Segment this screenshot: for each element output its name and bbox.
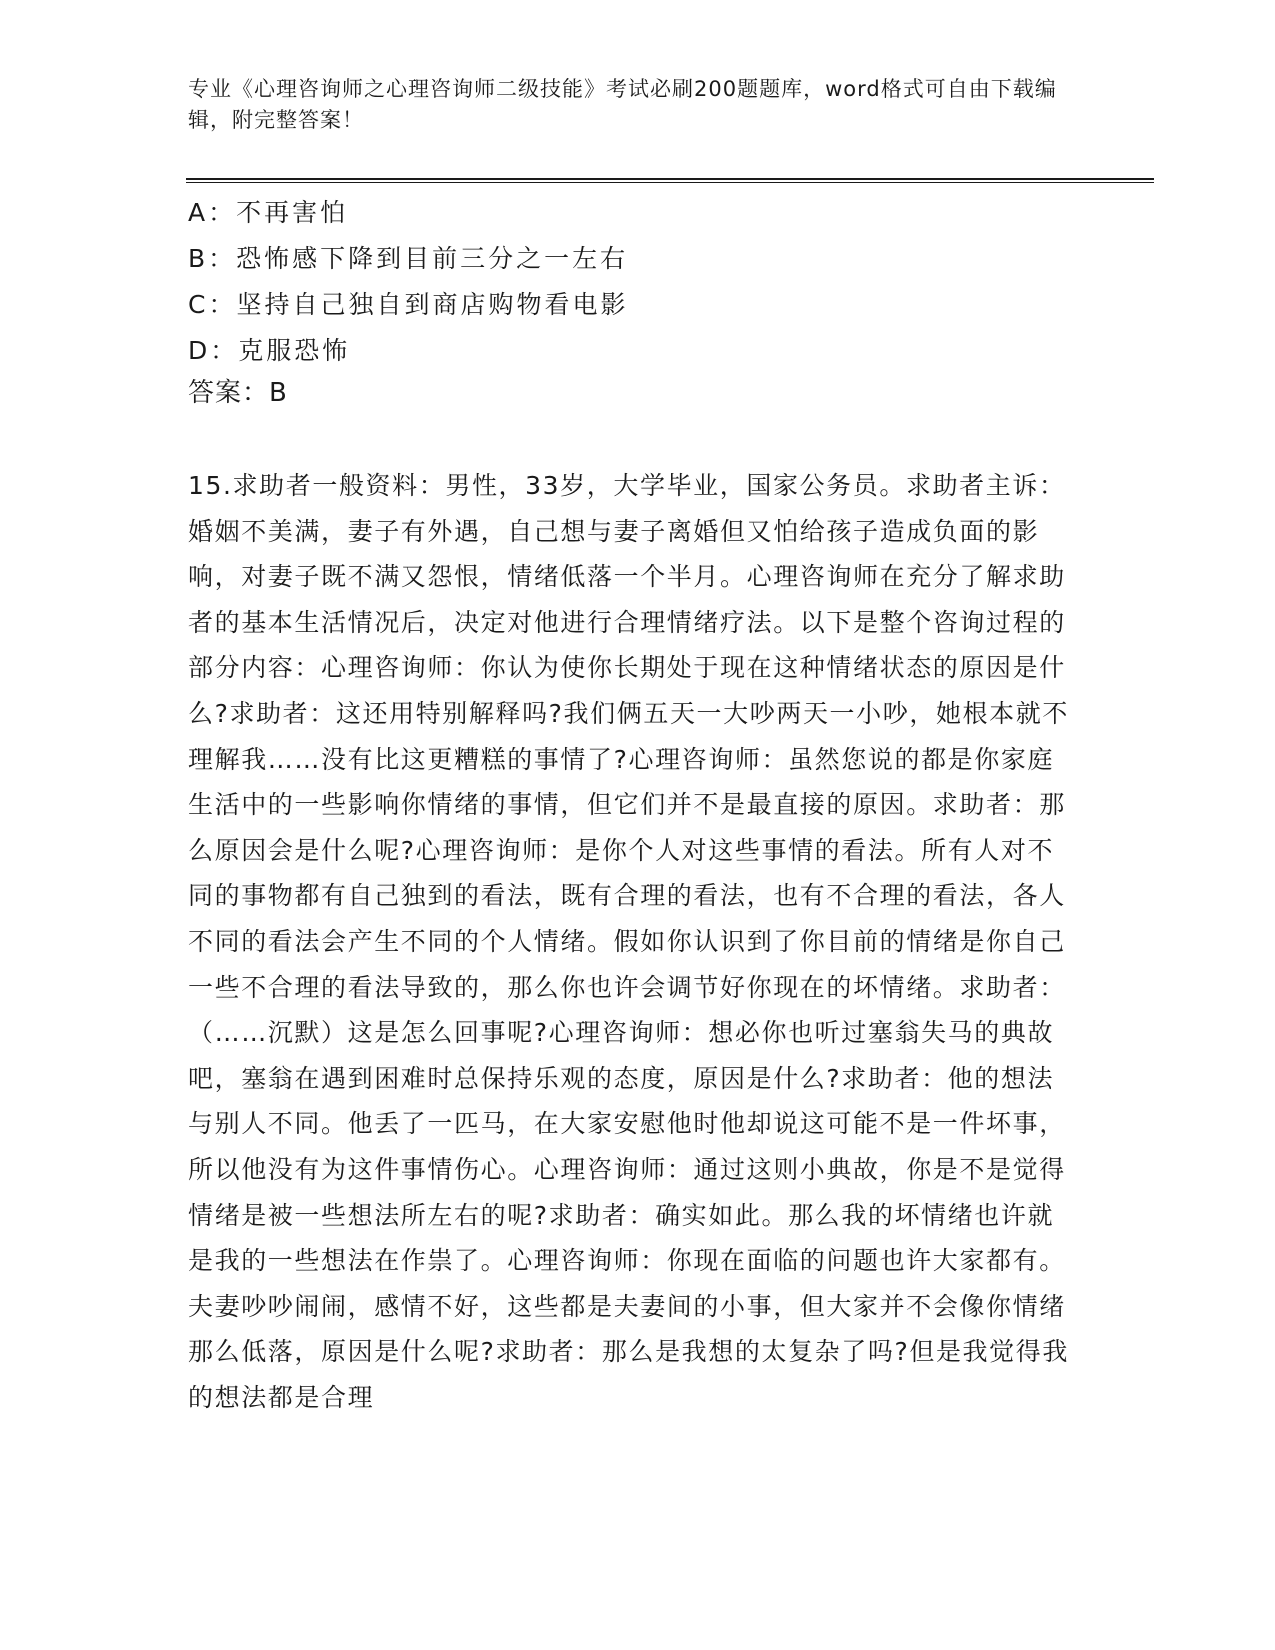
document-header-title: 专业《心理咨询师之心理咨询师二级技能》考试必刷200题题库，word格式可自由下载编辑，附完整答案！ — [188, 77, 1057, 132]
header-divider-thin — [186, 182, 1154, 183]
header-divider-thick — [186, 178, 1154, 180]
question-15-text: 15.求助者一般资料：男性，33岁，大学毕业，国家公务员。求助者主诉：婚姻不美满，妻子有外遇，自己想与妻子离婚但又怕给孩子造成负面的影响，对妻子既不满又怨恨，情绪低落一个半月。心理咨询师在充分了解求助者的基本生活情况后，决定对他进行合理情绪疗法。以下是整个咨询过程的部分内容：心理咨询师：你认为使你长期处于现在这种情绪状态的原因是什么?求助者：这还用特别解释吗?我们俩五天一大吵两天一小吵，她根本就不理解我……没有比这更糟糕的事情了?心理咨询师：虽然您说的都是你家庭生活中的一些影响你情绪的事情，但它们并不是最直接的原因。求助者：那么原因会是什么呢?心理咨询师：是你个人对这些事情的看法。所有人对不同的事物都有自己独到的看法，既有合理的看法，也有不合理的看法，各人不同的看法会产生不同的个人情绪。假如你认识到了你目前的情绪是你自己一些不合理的看法导致的，那么你也许会调节好你现在的坏情绪。求助者：（……沉默）这是怎么回事呢?心理咨询师：想必你也听过塞翁失马的典故吧，塞翁在遇到困难时总保持乐观的态度，原因是什么?求助者：他的想法与别人不同。他丢了一匹马，在大家安慰他时他却说这可能不是一件坏事，所以他没有为这件事情伤心。心理咨询师：通过这则小典故，你是不是觉得情绪是被一些想法所左右的呢?求助者：确实如此。那么我的坏情绪也许就是我的一些想法在作祟了。心理咨询师：你现在面临的问题也许大家都有。夫妻吵吵闹闹，感情不好，这些都是夫妻间的小事，但大家并不会像你情绪那么低落，原因是什么呢?求助者：那么是我想的太复杂了吗?但是我觉得我的想法都是合理 — [188, 471, 1069, 1412]
option-d: D：克服恐怖 — [188, 336, 351, 365]
option-c: C：坚持自己独自到商店购物看电影 — [188, 290, 629, 319]
question-14-options — [188, 190, 1088, 374]
option-b: B：恐怖感下降到目前三分之一左右 — [188, 244, 629, 273]
question-14-answer: 答案：B — [188, 378, 288, 408]
option-a: A：不再害怕 — [188, 198, 349, 227]
